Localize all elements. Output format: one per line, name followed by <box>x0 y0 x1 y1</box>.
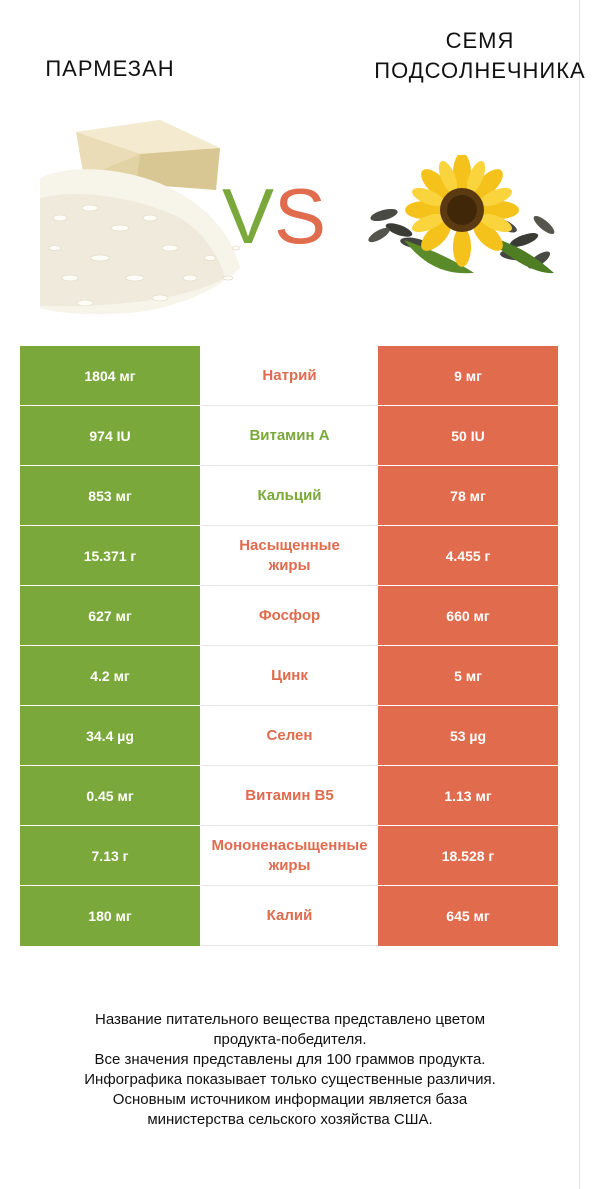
nutrient-name: Витамин A <box>201 406 378 466</box>
table-row <box>20 766 558 826</box>
versus-v: V <box>222 172 275 260</box>
left-value: 853 мг <box>20 466 200 525</box>
left-value: 7.13 г <box>20 826 200 885</box>
nutrient-name: Селен <box>201 706 378 766</box>
right-value: 4.455 г <box>378 526 558 585</box>
left-product-title: ПАРМЕЗАН <box>45 56 175 81</box>
table-row <box>20 346 558 406</box>
table-row <box>20 706 558 766</box>
nutrient-name: Витамин B5 <box>201 766 378 826</box>
left-value: 34.4 µg <box>20 706 200 765</box>
table-row <box>20 406 558 466</box>
right-value: 5 мг <box>378 646 558 705</box>
right-value: 645 мг <box>378 886 558 946</box>
footnote: Название питательного вещества представлено цветом продукта-победителя. Все значения представлены для 100 граммов продукта. Инфографика показывает только существенные различия. Основным источником информации является база министерства сельского хозяйства США. <box>84 1011 496 1128</box>
right-value: 18.528 г <box>378 826 558 885</box>
table-row <box>20 826 558 886</box>
right-value: 50 IU <box>378 406 558 465</box>
parmesan-cheese-image <box>40 118 242 328</box>
right-product-title <box>360 26 600 86</box>
nutrient-name: Мононенасыщенные жиры <box>201 826 378 886</box>
versus-s: S <box>274 172 327 260</box>
right-value: 78 мг <box>378 466 558 525</box>
table-row <box>20 466 558 526</box>
versus-label <box>222 166 326 266</box>
nutrient-name: Цинк <box>201 646 378 706</box>
nutrient-name: Кальций <box>201 466 378 526</box>
right-title-line-2: ПОДСОЛНЕЧНИКА <box>374 58 586 83</box>
table-row <box>20 646 558 706</box>
sunflower-seeds-image <box>364 155 560 290</box>
nutrient-name: Калий <box>201 886 378 946</box>
table-row <box>20 586 558 646</box>
right-value: 9 мг <box>378 346 558 405</box>
right-value: 660 мг <box>378 586 558 645</box>
left-value: 4.2 мг <box>20 646 200 705</box>
left-value: 627 мг <box>20 586 200 645</box>
table-row <box>20 526 558 586</box>
nutrient-name: Насыщенные жиры <box>201 526 378 586</box>
nutrient-name: Фосфор <box>201 586 378 646</box>
left-value: 180 мг <box>20 886 200 946</box>
nutrient-comparison-table <box>20 346 558 946</box>
left-value: 974 IU <box>20 406 200 465</box>
right-title-line-1: СЕМЯ <box>445 28 515 53</box>
left-value: 1804 мг <box>20 346 200 405</box>
right-edge-divider <box>579 0 580 1189</box>
right-value: 1.13 мг <box>378 766 558 825</box>
table-row <box>20 886 558 946</box>
right-value: 53 µg <box>378 706 558 765</box>
left-value: 15.371 г <box>20 526 200 585</box>
nutrient-name: Натрий <box>201 346 378 406</box>
left-value: 0.45 мг <box>20 766 200 825</box>
